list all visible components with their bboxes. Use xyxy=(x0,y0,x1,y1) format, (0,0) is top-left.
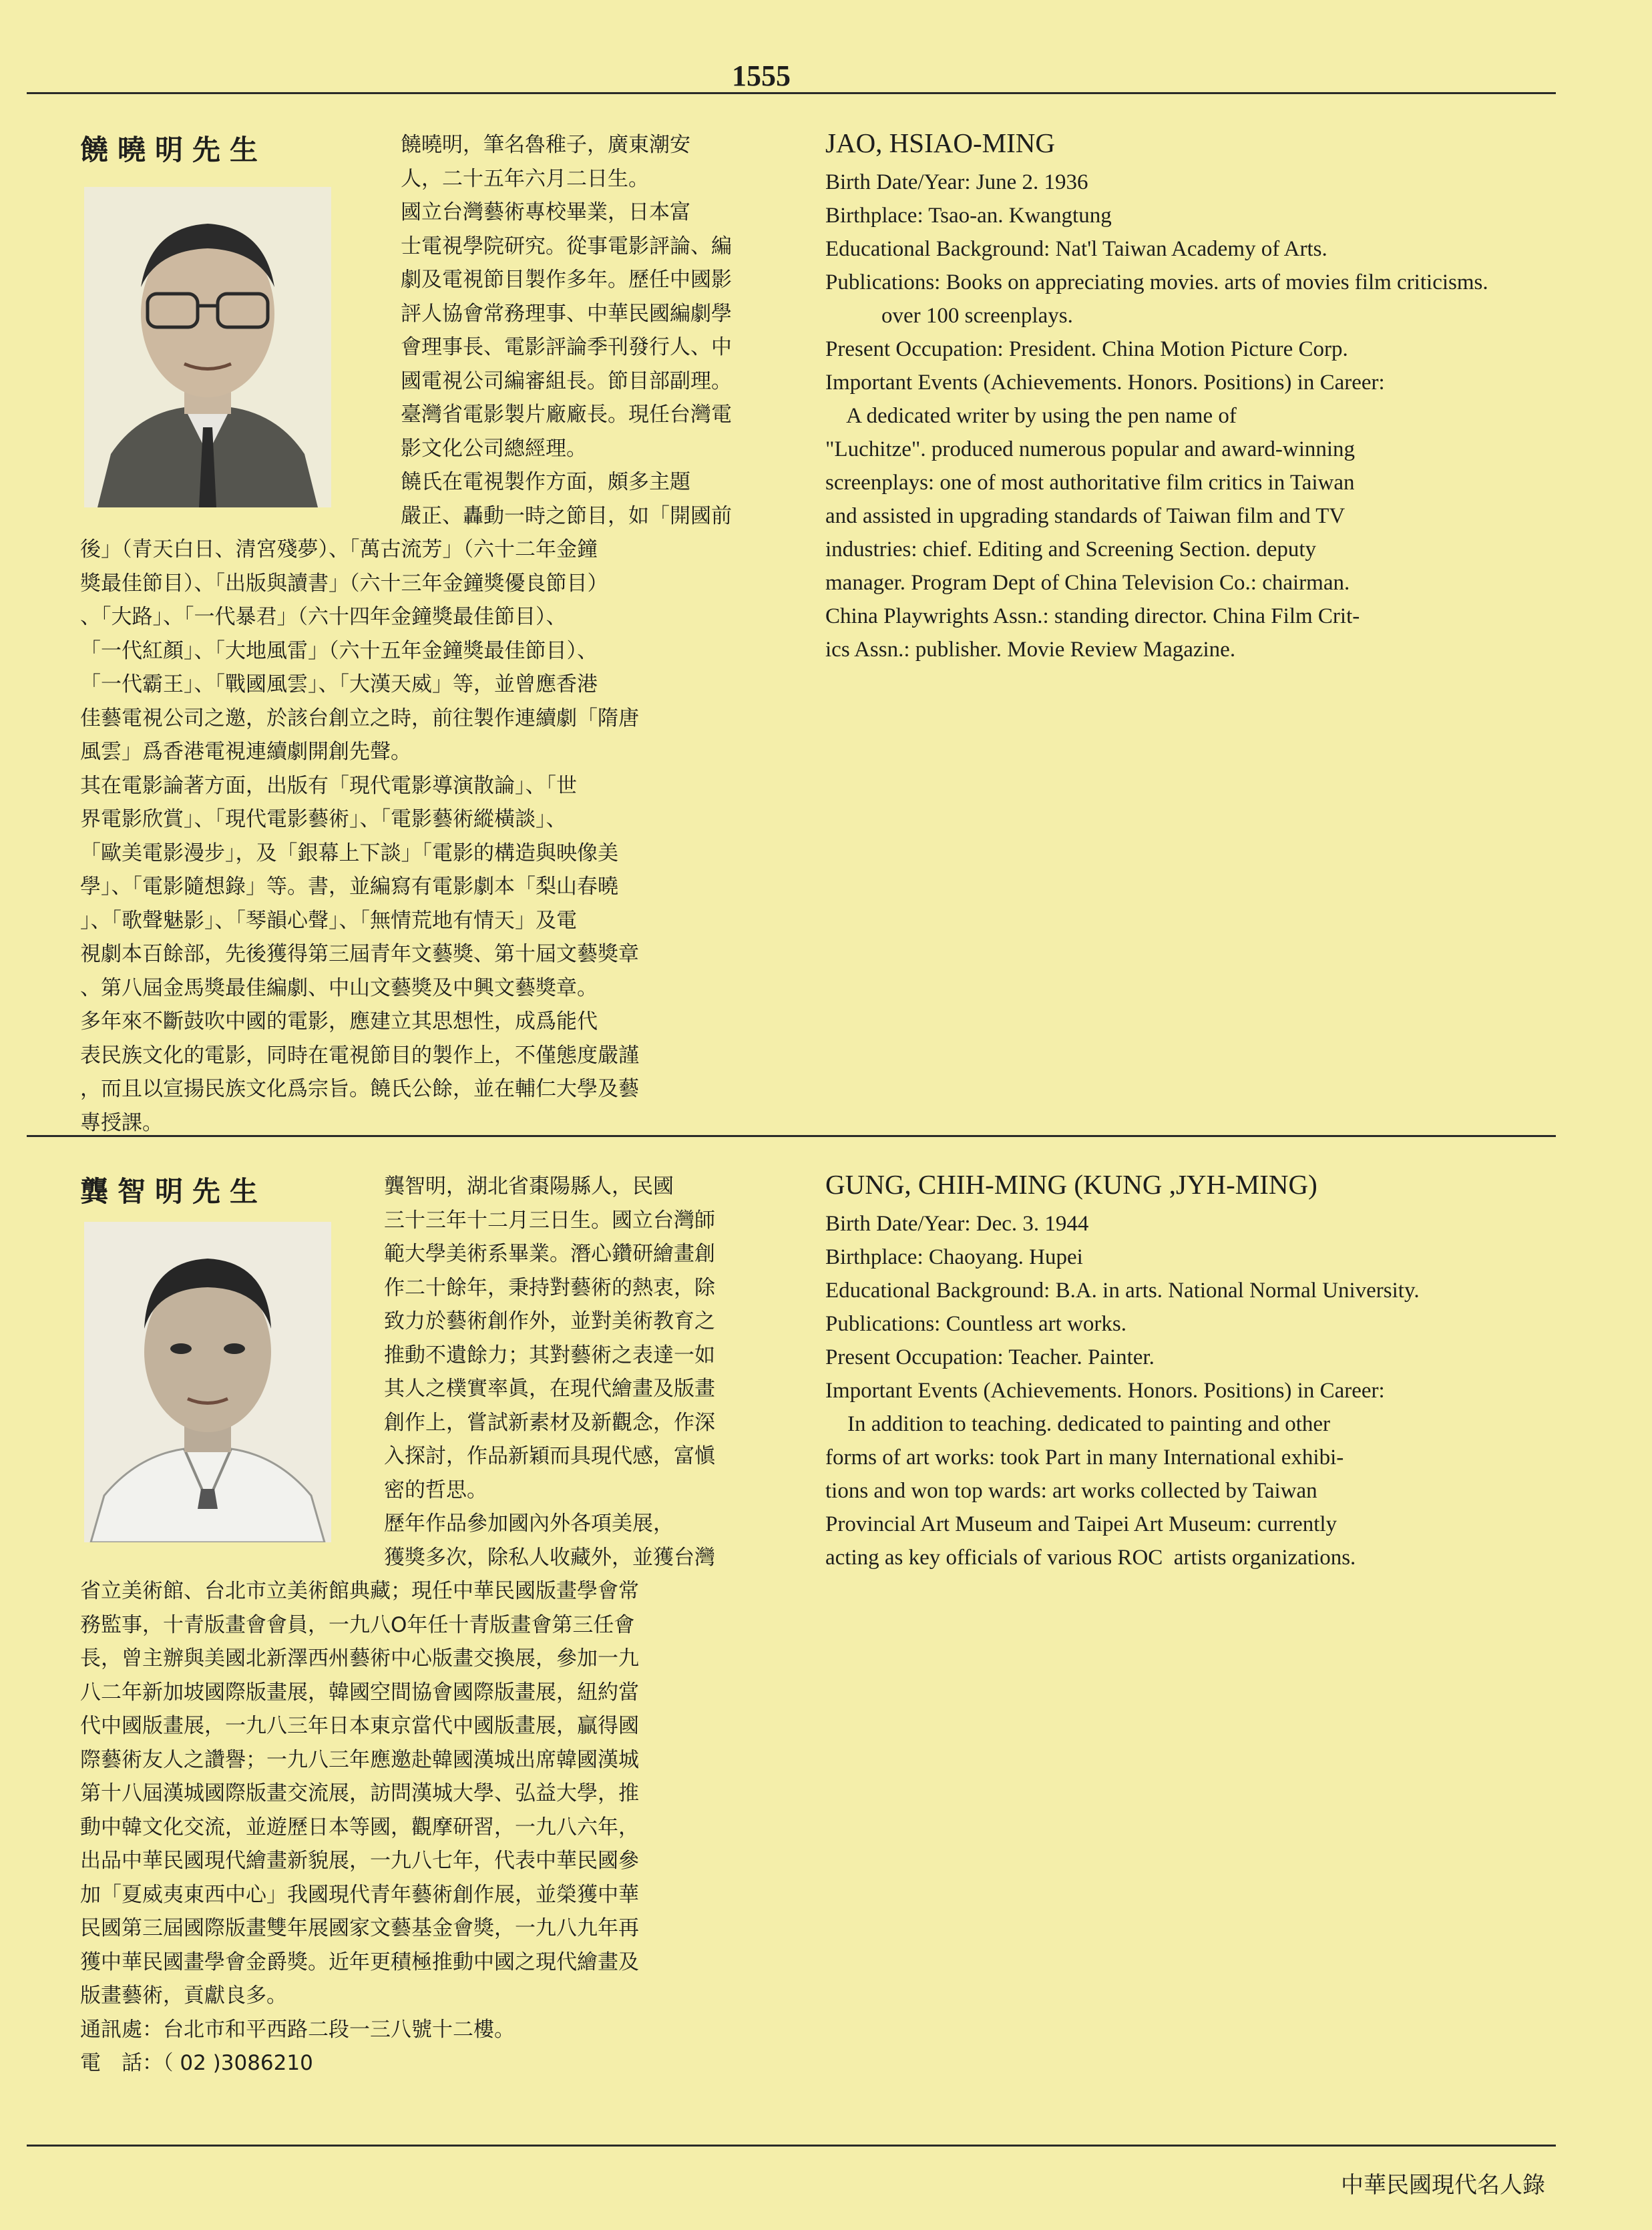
birthplace-field: Birthplace: Chaoyang. Hupei xyxy=(825,1245,1083,1269)
chinese-biography-upper: 龔智明，湖北省棗陽縣人，民國 三十三年十二月三日生。國立台灣師 範大學美術系畢業。潛心鑽研繪畫創 作二十餘年，秉持對藝術的熱衷，除 致力於藝術創作外，並對美術教育之 推動不遺餘力；其對藝術之表達一如 其人之樸實率眞，在現代繪畫及版畫 創作上，嘗試新素材及新觀念，作深 入探討，作品新穎而具現代感，富愼 密的哲思。 歷年作品參加國內外各項美展， 獲獎多次，除私人收藏外，並獲台灣 xyxy=(384,1174,715,1570)
chinese-name: 龔智明先生 xyxy=(80,1175,268,1208)
occupation-field: Present Occupation: Teacher. Painter. xyxy=(825,1345,1155,1369)
important-events-field: Important Events (Achievements. Honors. Positions) in Career: xyxy=(825,371,1385,395)
publications-field: Publications: Books on appreciating movies. arts of movies film criticisms. over 100 screenplays. xyxy=(825,270,1488,328)
english-summary: A dedicated writer by using the pen name of "Luchitze". produced numerous popular and award-winning screenplays: one of most authoritative film critics in Taiwan and assisted in upgrading standards of Taiwan film and TV industries: chief. Editing and Screening Section. deputy manager. Program Dept of China Television Co.: chairman. China Playwrights Assn.: standing director. China Film Crit- ics Assn.: publisher. Movie Review Magazine. xyxy=(825,404,1360,662)
footer-title: 中華民國現代名人錄 xyxy=(1341,2172,1545,2199)
birthplace-field: Birthplace: Tsao-an. Kwangtung xyxy=(825,204,1112,228)
page-number: 1555 xyxy=(732,59,791,92)
publications-field: Publications: Countless art works. xyxy=(825,1312,1126,1336)
birth-date-field: Birth Date/Year: Dec. 3. 1944 xyxy=(825,1212,1089,1236)
english-name-heading: GUNG, CHIH-MING (KUNG ,JYH-MING) xyxy=(825,1169,1317,1200)
chinese-biography-upper: 饒曉明，筆名魯稚子，廣東潮安 人，二十五年六月二日生。 國立台灣藝術專校畢業，日本富 士電視學院研究。從事電影評論、編 劇及電視節目製作多年。歷任中國影 評人協會常務理事、中華民國編劇學 會理事長、電影評論季刊發行人、中 國電視公司編審組長。節目部副理。 臺灣省電影製片廠廠長。現任台灣電 影文化公司總經理。 饒氏在電視製作方面，頗多主題 嚴正、轟動一時之節目，如「開國前 xyxy=(401,133,732,528)
birth-date-field: Birth Date/Year: June 2. 1936 xyxy=(825,170,1088,194)
chinese-name: 饒曉明先生 xyxy=(80,134,268,166)
english-details xyxy=(825,1207,1513,1574)
english-summary: In addition to teaching. dedicated to painting and other forms of art works: took Part in many International exhibi- tions and won top wards: art works collected by Taiwan Provincial Art Museum and Taipei Art Museum: currently acting as key officials of various ROC artists organizations. xyxy=(825,1412,1356,1570)
biography-entry-gung-chih-ming xyxy=(0,1142,1652,2130)
occupation-field: Present Occupation: President. China Motion Picture Corp. xyxy=(825,337,1348,361)
bottom-rule xyxy=(27,2145,1556,2147)
education-field: Educational Background: Nat'l Taiwan Academy of Arts. xyxy=(825,237,1327,261)
top-rule xyxy=(27,92,1556,94)
english-name-heading: JAO, HSIAO-MING xyxy=(825,128,1055,158)
portrait-photo xyxy=(84,1222,331,1542)
chinese-biography-lower: 省立美術館、台北市立美術館典藏；現任中華民國版畫學會常 務監事，十青版畫會會員，一九八O年任十青版畫會第三任會 長，曾主辦與美國北新澤西州藝術中心版畫交換展，參加一九 八二年新加坡國際版畫展，韓國空間協會國際版畫展，紐約當 代中國版畫展，一九八三年日本東京當代中國版畫展，贏得國 際藝術友人之讚譽；一九八三年應邀赴韓國漢城出席韓國漢城 第十八屆漢城國際版畫交流展，訪問漢城大學、弘益大學，推 動中韓文化交流，並遊歷日本等國，觀摩研習，一九八六年， 出品中華民國現代繪畫新貌展，一九八七年，代表中華民國參 加「夏威夷東西中心」我國現代青年藝術創作展，並榮獲中華 民國第三屆國際版畫雙年展國家文藝基金會獎，一九八九年再 獲中華民國畫學會金爵獎。近年更積極推動中國之現代繪畫及 版畫藝術，貢獻良多。 通訊處：台北市和平西路二段一三八號十二樓。 電 話：（ 02 )3086210 xyxy=(80,1579,639,2075)
english-details xyxy=(825,166,1513,666)
middle-rule xyxy=(27,1135,1556,1137)
important-events-field: Important Events (Achievements. Honors. Positions) in Career: xyxy=(825,1379,1385,1403)
education-field: Educational Background: B.A. in arts. National Normal University. xyxy=(825,1279,1420,1303)
portrait-photo xyxy=(84,187,331,507)
chinese-biography-lower: 後」（青天白日、清宮殘夢）、「萬古流芳」（六十二年金鐘 獎最佳節目）、「出版與讀書」（六十三年金鐘獎優良節目） 、「大路」、「一代暴君」（六十四年金鐘獎最佳節目）、 「一代紅顏」、「大地風雷」（六十五年金鐘獎最佳節目）、 「一代霸王」、「戰國風雲」、「大漢天威」等，並曾應香港 佳藝電視公司之邀，於該台創立之時，前往製作連續劇「隋唐 風雲」爲香港電視連續劇開創先聲。 其在電影論著方面，出版有「現代電影導演散論」、「世 界電影欣賞」、「現代電影藝術」、「電影藝術縱橫談」、 「歐美電影漫步」，及「銀幕上下談」「電影的構造與映像美 學」、「電影隨想錄」等。書，並編寫有電影劇本「梨山春曉 」、「歌聲魅影」、「琴韻心聲」、「無情荒地有情天」及電 視劇本百餘部，先後獲得第三屆青年文藝獎、第十屆文藝獎章 、第八屆金馬獎最佳編劇、中山文藝獎及中興文藝獎章。 多年來不斷鼓吹中國的電影，應建立其思想性，成爲能代 表民族文化的電影，同時在電視節目的製作上，不僅態度嚴謹 ，而且以宣揚民族文化爲宗旨。饒氏公餘，並在輔仁大學及藝 專授課。 xyxy=(80,537,639,1135)
biography-entry-jao-hsiao-ming xyxy=(0,100,1652,1135)
